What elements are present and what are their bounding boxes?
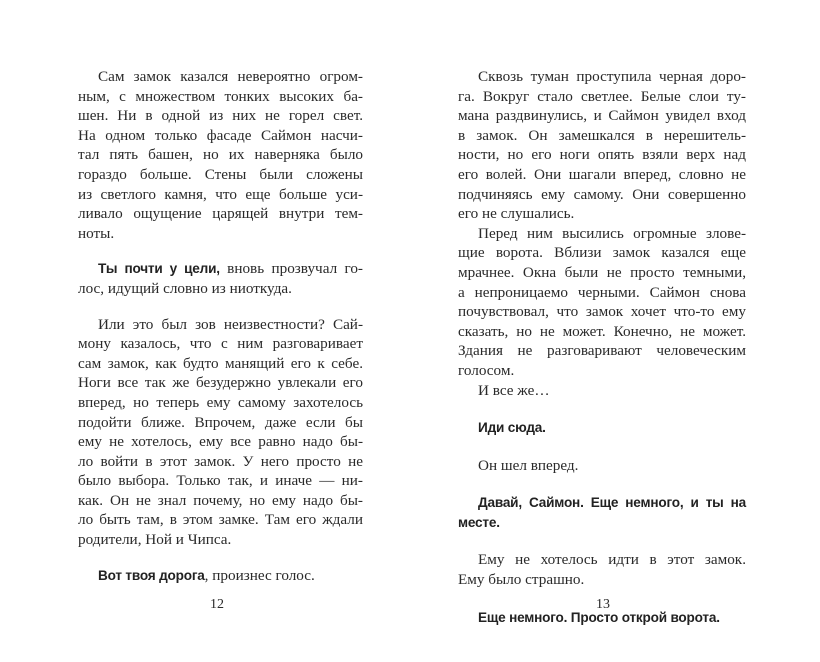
- text-segment: Ноги все так же безудержно увлекали его: [78, 374, 363, 392]
- text-segment: голосом.: [458, 361, 515, 379]
- text-segment: мрачнее. Окна были не просто темными,: [458, 263, 746, 281]
- text-line: [458, 322, 746, 342]
- text-segment: ным, с множеством тонких высоких ба-: [78, 87, 363, 105]
- text-line: [78, 393, 363, 413]
- text-line: [78, 373, 363, 393]
- text-line: [78, 452, 363, 472]
- text-line: [458, 204, 746, 224]
- text-line: [458, 381, 746, 401]
- text-line: [458, 87, 746, 107]
- voice-text-bold: Еще немного. Просто открой ворота.: [478, 609, 720, 625]
- text-segment: вперед, но теперь ему самому захотелось: [78, 393, 363, 411]
- text-line: [78, 204, 363, 224]
- text-line: [78, 259, 363, 279]
- text-segment: И все же…: [478, 381, 550, 399]
- paragraph: [458, 550, 746, 589]
- text-line: [458, 165, 746, 185]
- text-segment: сказать, но не может. Конечно, не может.: [458, 322, 746, 340]
- text-segment: ности, но его ноги опять взяли верх над: [458, 146, 746, 164]
- text-line: [78, 126, 363, 146]
- text-segment: из светлого камня, что еще больше уси-: [78, 185, 363, 203]
- text-segment: сам замок, как будто манящий его к себе.: [78, 354, 363, 372]
- left-page-text: [78, 67, 363, 585]
- text-segment: Сам замок казался невероятно огром-: [98, 68, 363, 85]
- text-segment: подойти ближе. Впрочем, даже если бы: [78, 413, 363, 431]
- paragraph: [458, 67, 746, 224]
- text-line: [78, 145, 363, 165]
- text-line: [78, 87, 363, 107]
- text-line: [458, 418, 746, 438]
- text-segment: Перед ним высились огромные злове-: [478, 224, 746, 242]
- text-segment: как. Он не знал почему, но ему надо бы-: [78, 491, 363, 509]
- text-segment: На одном только фасаде Саймон насчи-: [78, 126, 363, 144]
- paragraph: [458, 493, 746, 532]
- text-segment: его волей. Они шагали вперед, словно не: [458, 165, 746, 183]
- text-line: [78, 530, 363, 550]
- text-line: [458, 361, 746, 381]
- text-line: [458, 145, 746, 165]
- text-line: [458, 341, 746, 361]
- text-segment: вновь прозвучал го-: [219, 260, 363, 278]
- text-line: [78, 354, 363, 374]
- text-line: [78, 413, 363, 433]
- text-segment: родители, Ной и Чипса.: [78, 531, 232, 549]
- text-segment: было выбора. Только так, и иначе — ни-: [78, 472, 363, 490]
- text-line: [78, 471, 363, 491]
- text-segment: ло войти в этот замок. У него просто не: [78, 452, 363, 470]
- text-segment: Ему не хотелось идти в этот замок.: [478, 551, 746, 569]
- page-number-right: 13: [596, 597, 610, 612]
- paragraph: [458, 456, 746, 476]
- text-segment: , произнес голос.: [204, 566, 315, 584]
- page-number-left: 12: [210, 597, 224, 612]
- text-line: [458, 456, 746, 476]
- text-segment: щие ворота. Вблизи замок казался еще: [458, 244, 746, 262]
- text-line: [458, 126, 746, 146]
- text-segment: ло быть там, в этом замке. Там его ждали: [78, 511, 363, 529]
- text-line: [78, 491, 363, 511]
- text-segment: Он шел вперед.: [478, 456, 579, 474]
- text-line: [458, 513, 746, 533]
- text-segment: мана раздвинулись, и Саймон увидел вход: [458, 107, 746, 125]
- text-segment: гораздо больше. Стены были сложены: [78, 165, 363, 183]
- text-line: [458, 283, 746, 303]
- text-segment: подчиняясь ему самому. Они совершенно: [458, 185, 746, 203]
- text-line: [78, 315, 363, 335]
- text-segment: Здания не разговаривают человеческим: [458, 342, 746, 360]
- voice-text-bold: Ты почти у цели,: [98, 261, 220, 277]
- text-line: [78, 185, 363, 205]
- text-segment: ему не хотелось, ему все равно надо бы-: [78, 433, 363, 451]
- voice-text-bold: месте.: [458, 514, 500, 530]
- text-line: [78, 106, 363, 126]
- text-segment: его не слушались.: [458, 205, 575, 223]
- voice-text-bold: Иди сюда.: [478, 420, 546, 436]
- text-segment: Сквозь туман проступила черная доро-: [478, 68, 746, 85]
- text-segment: ливало ощущение царящей внутри тем-: [78, 205, 363, 223]
- text-segment: тал пять башен, но их наверняка было: [78, 146, 363, 164]
- text-segment: га. Вокруг стало светлее. Белые слои ту-: [458, 87, 746, 105]
- paragraph: [78, 566, 363, 586]
- text-line: [458, 224, 746, 244]
- text-segment: ноты.: [78, 224, 115, 242]
- text-line: [458, 263, 746, 283]
- text-line: [458, 243, 746, 263]
- text-line: [78, 334, 363, 354]
- text-line: [78, 224, 363, 244]
- text-line: [458, 67, 746, 87]
- paragraph: [458, 224, 746, 381]
- text-line: [78, 67, 363, 87]
- text-line: [458, 302, 746, 322]
- paragraph: [78, 259, 363, 298]
- text-line: [78, 432, 363, 452]
- text-segment: Ему было страшно.: [458, 571, 585, 589]
- text-segment: а непроницаемо черными. Саймон снова: [458, 283, 746, 301]
- text-line: [458, 185, 746, 205]
- paragraph: [458, 381, 746, 401]
- paragraph: [78, 67, 363, 243]
- voice-text-bold: Давай, Саймон. Еще немного, и ты на: [478, 495, 746, 511]
- text-segment: в замок. Он замешкался в нерешитель-: [458, 126, 746, 144]
- paragraph: [458, 418, 746, 438]
- text-line: [78, 279, 363, 299]
- text-line: [78, 510, 363, 530]
- text-segment: почувствовал, что замок хочет что-то ему: [458, 303, 746, 321]
- text-line: [78, 566, 363, 586]
- text-segment: лос, идущий словно из ниоткуда.: [78, 279, 292, 297]
- paragraph: [78, 315, 363, 550]
- text-line: [78, 165, 363, 185]
- text-line: [458, 106, 746, 126]
- text-segment: мону казалось, что с ним разговаривает: [78, 335, 363, 353]
- voice-text-bold: Вот твоя дорога: [98, 567, 205, 583]
- right-page-text: [458, 67, 746, 627]
- text-segment: шен. Ни в одной из них не горел свет.: [78, 107, 363, 125]
- text-line: [458, 570, 746, 590]
- text-line: [458, 550, 746, 570]
- text-segment: Или это был зов неизвестности? Сай-: [98, 315, 363, 333]
- text-line: [458, 493, 746, 513]
